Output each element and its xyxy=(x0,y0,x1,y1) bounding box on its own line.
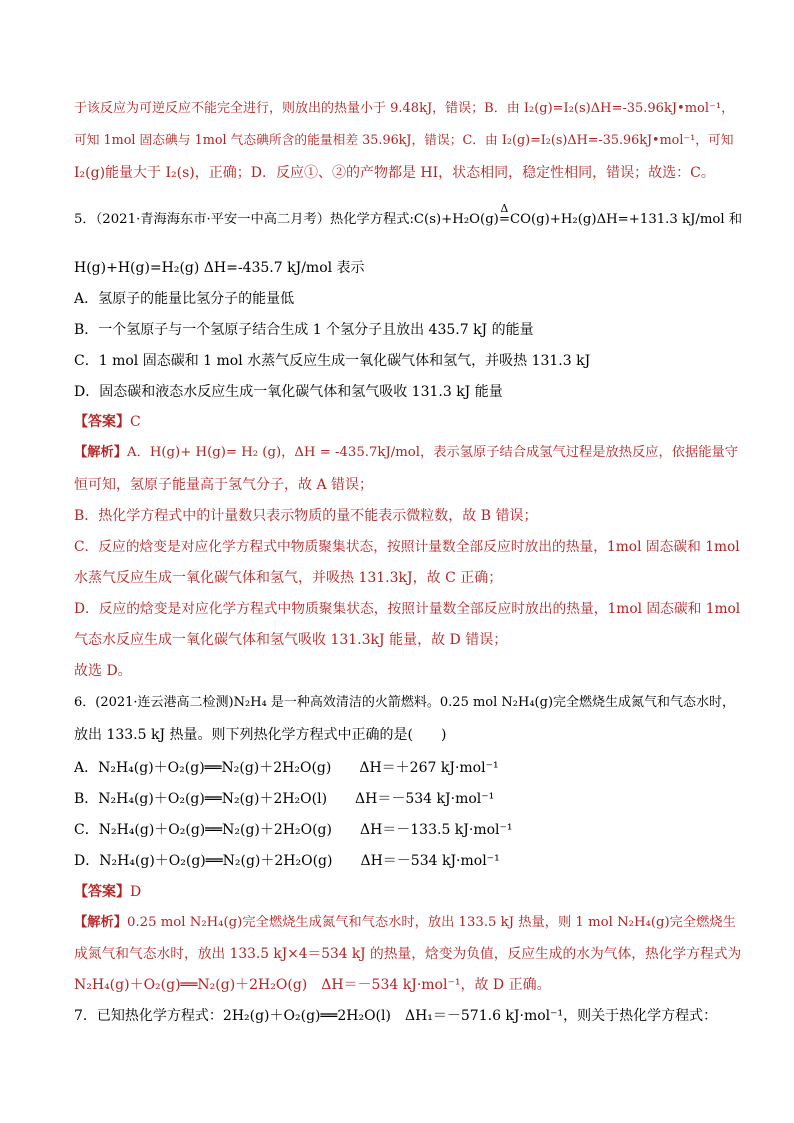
intro-line-1: 于该反应为可逆反应不能完全进行，则放出的热量小于 9.48kJ，错误；B．由 I₂(g)=I₂(s)ΔH=-35.96kJ•mol⁻¹， xyxy=(74,101,735,116)
q5-answer xyxy=(74,412,141,432)
q6-stem-line-2: 放出 133.5 kJ 热量。则下列热化学方程式中正确的是( ) xyxy=(74,727,447,743)
q5-analysis-line-6: D．反应的焓变是对应化学方程式中物质聚集状态，按照计量数全部反应时放出的热量，1mol 固态碳和 1mol xyxy=(74,601,741,617)
q5-analysis-line-3: B．热化学方程式中的计量数只表示物质的量不能表示微粒数，故 B 错误； xyxy=(74,508,538,524)
heat-symbol-icon: Δ xyxy=(500,202,509,215)
q7-stem-line-1: 7．已知热化学方程式：2H₂(g)＋O₂(g)══2H₂O(l) ΔH₁＝－571.6 kJ·mol⁻¹，则关于热化学方程式： xyxy=(74,1008,718,1024)
q5-stem-part1: 5．（2021·青海海东市·平安一中高二月考）热化学方程式:C(s)+H₂O(g) xyxy=(74,212,499,227)
q5-analysis-line-7: 气态水反应生成一氧化碳气体和氢气吸收 131.3kJ 能量，故 D 错误； xyxy=(74,632,508,648)
q5-equals-sign: = xyxy=(498,212,510,227)
q6-answer-value: D xyxy=(130,884,142,900)
intro-line-3: I₂(g)能量大于 I₂(s)，正确；D．反应①、②的产物都是 HI，状态相同，稳定性相同，错误；故选：C。 xyxy=(74,165,715,181)
q6-answer-label: 【答案】 xyxy=(74,884,130,900)
q6-analysis-line-1 xyxy=(74,913,736,933)
q6-analysis-line-3: N₂H₄(g)＋O₂(g)══N₂(g)＋2H₂O(g) ΔH＝－534 kJ·mol⁻¹，故 D 正确。 xyxy=(74,977,551,993)
q6-option-b: B．N₂H₄(g)＋O₂(g)══N₂(g)＋2H₂O(l) ΔH＝－534 kJ·mol⁻¹ xyxy=(74,791,495,807)
q5-option-d: D．固态碳和液态水反应生成一氧化碳气体和氢气吸收 131.3 kJ 能量 xyxy=(74,384,503,400)
q5-heating-arrow xyxy=(498,202,510,230)
q5-stem-line-2: H(g)+H(g)=H₂(g) ΔH=-435.7 kJ/mol 表示 xyxy=(74,260,365,276)
q6-option-c: C．N₂H₄(g)＋O₂(g)══N₂(g)＋2H₂O(g) ΔH＝－133.5 kJ·mol⁻¹ xyxy=(74,822,513,838)
q6-analysis-label: 【解析】 xyxy=(74,915,128,930)
q5-option-b: B．一个氢原子与一个氢原子结合生成 1 个氢分子且放出 435.7 kJ 的能量 xyxy=(74,322,534,338)
q6-analysis-line-2: 成氮气和气态水时，放出 133.5 kJ×4＝534 kJ 的热量，焓变为负值，反应生成的水为气体，热化学方程式为 xyxy=(74,946,742,962)
q5-analysis-label: 【解析】 xyxy=(74,445,128,460)
q5-analysis-line-8: 故选 D。 xyxy=(74,663,132,679)
q5-analysis-text-1: A．H(g)+ H(g)= H₂ (g)，ΔH = -435.7kJ/mol，表示氢原子结合成氢气过程是放热反应，依据能量守 xyxy=(127,445,739,460)
q5-stem-line-1 xyxy=(74,202,743,230)
q6-answer xyxy=(74,882,141,902)
q5-answer-value: C xyxy=(130,414,141,430)
q5-answer-label: 【答案】 xyxy=(74,414,130,430)
q5-analysis-line-4: C．反应的焓变是对应化学方程式中物质聚集状态，按照计量数全部反应时放出的热量，1mol 固态碳和 1mol xyxy=(74,539,740,555)
q6-analysis-text-1: 0.25 mol N₂H₄(g)完全燃烧生成氮气和气态水时，放出 133.5 kJ 热量，则 1 mol N₂H₄(g)完全燃烧生 xyxy=(127,915,736,930)
q5-analysis-line-1 xyxy=(74,443,738,463)
q5-option-c: C．1 mol 固态碳和 1 mol 水蒸气反应生成一氧化碳气体和氢气，并吸热 131.3 kJ xyxy=(74,353,591,369)
q5-stem-part2: CO(g)+H₂(g)ΔH=+131.3 kJ/mol 和 xyxy=(509,212,743,227)
q6-stem-line-1: 6．(2021·连云港高二检测)N₂H₄ 是一种高效清洁的火箭燃料。0.25 mol N₂H₄(g)完全燃烧生成氮气和气态水时， xyxy=(74,695,736,710)
q6-option-a: A．N₂H₄(g)＋O₂(g)══N₂(g)＋2H₂O(g) ΔH＝＋267 kJ·mol⁻¹ xyxy=(74,760,499,776)
q6-option-d: D．N₂H₄(g)＋O₂(g)══N₂(g)＋2H₂O(g) ΔH＝－534 kJ·mol⁻¹ xyxy=(74,853,500,869)
q5-analysis-line-2: 恒可知，氢原子能量高于氢气分子，故 A 错误； xyxy=(74,477,374,493)
q5-option-a: A．氢原子的能量比氢分子的能量低 xyxy=(74,291,295,307)
q5-analysis-line-5: 水蒸气反应生成一氧化碳气体和氢气，并吸热 131.3kJ，故 C 正确； xyxy=(74,570,503,586)
intro-line-2: 可知 1mol 固态碘与 1mol 气态碘所含的能量相差 35.96kJ，错误；C．由 I₂(g)=I₂(s)ΔH=-35.96kJ•mol⁻¹，可知 xyxy=(74,133,734,148)
